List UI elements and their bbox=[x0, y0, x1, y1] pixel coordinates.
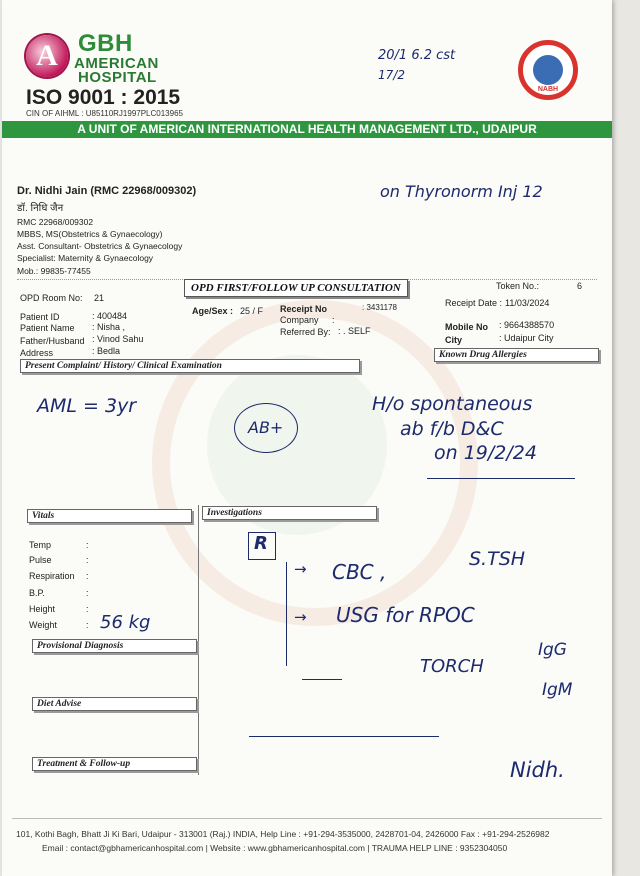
rx-icon: R bbox=[254, 533, 268, 554]
company-label: Company bbox=[280, 315, 319, 325]
footer-address: 101, Kothi Bagh, Bhatt Ji Ki Bari, Udaipur - 313001 (Raj.) INDIA, Help Line : +91-294-3535000, 2428701-04, 2426000 Fax : +91-294-2526982 bbox=[16, 829, 550, 839]
opd-room-label: OPD Room No: bbox=[20, 293, 83, 303]
city-value: Udaipur City bbox=[504, 333, 554, 343]
receipt-no-value: 3431178 bbox=[366, 303, 398, 312]
token-label: Token No.: bbox=[496, 281, 540, 291]
vitals-heading: Vitals bbox=[27, 509, 192, 523]
handwritten-history-line-3: on 19/2/24 bbox=[434, 442, 537, 464]
referred-label: Referred By: bbox=[280, 327, 331, 337]
doctor-name-hindi: डॉ. निधि जैन bbox=[17, 203, 64, 214]
handwritten-history-line-2: ab f/b D&C bbox=[400, 418, 504, 440]
handwritten-blood-group: AB+ bbox=[248, 418, 284, 437]
handwritten-history-line-1: H/o spontaneous bbox=[372, 393, 533, 415]
receipt-no-label: Receipt No bbox=[280, 304, 328, 314]
handwritten-top-note-2: 17/2 bbox=[378, 68, 405, 82]
age-label: Age/Sex : bbox=[192, 306, 234, 316]
handwritten-underline bbox=[427, 478, 575, 479]
prescription-sheet: A GBH AMERICAN HOSPITAL ISO 9001 : 2015 CIN OF AIHML : U85110RJ1997PLC013965 20/1 6.2 cst 17/2 NABH A UNIT OF AMERICAN INTERNATIONAL HEALTH MANAGEMENT LTD., UDAIPUR Dr. Nidhi Jain (RMC 22968/009302) डॉ. निधि जैन RMC 22968/009302 MBBS, MS(Obstetrics & Gynaecology) Asst. Consultant- Obstetrics & Gynaecology Specialist: Maternity & Gynaecology Mob.: 99835-77455 on Thyronorm Inj 12 OPD Room No: 21 OPD FIRST/FOLLOW UP CONSULTATION Token No.: 6 Receipt Date : 11/03/2024 Patient ID : 400484 Patient Name : Nisha , Father/Husband : Vinod Sahu Address : Bedla Age/Sex : 25 / F Receipt No : 3431178 Company : Referred By: : . SELF Mobile No : 9664388570 City : Udaipur City Present Complaint/ History/ Clinical Examination Known Drug Allergies AML = 3yr AB+ H/o spontaneous ab f/b D&C on 19/2/24 Vitals Temp : Pulse : Respiration : B.P. : Height : Weight : 56 kg Investigations R → CBC , S.TSH → USG for RPOC TORCH IgG IgM Provisional Diagnosis Diet Advise Treatment & Follow-up Nidh. 101, Kothi Bagh, Bhatt Ji Ki Bari, Udaipur - 313001 (Raj.) INDIA, Help Line : +91-294-3535000, 2428701-04, 2426000 Fax : +91-294-2526982 Email : contact@gbhamericanhospital.com | Website : www.gbhamericanhospital.com | TRAUMA HELP LINE : 9352304050 bbox=[2, 0, 612, 876]
arrow-icon: → bbox=[294, 560, 307, 578]
logo-american: AMERICAN bbox=[74, 55, 159, 72]
logo-gbh: GBH bbox=[78, 30, 133, 57]
father-label: Father/Husband bbox=[20, 336, 85, 346]
treatment-heading: Treatment & Follow-up bbox=[32, 757, 197, 771]
vital-bp: B.P. : bbox=[29, 588, 89, 598]
drug-allergies-heading: Known Drug Allergies bbox=[434, 348, 599, 362]
cin-number: CIN OF AIHML : U85110RJ1997PLC013965 bbox=[26, 109, 183, 118]
opd-room-value: 21 bbox=[94, 293, 105, 303]
footer-divider bbox=[12, 818, 602, 819]
footer-contact: Email : contact@gbhamericanhospital.com | Website : www.gbhamericanhospital.com | TRAUMA HELP LINE : 9352304050 bbox=[42, 843, 508, 853]
mobile-label: Mobile No bbox=[445, 322, 488, 332]
doctor-rmc: RMC 22968/009302 bbox=[17, 217, 94, 227]
investigations-heading: Investigations bbox=[202, 506, 377, 520]
nabh-seal-center bbox=[533, 55, 563, 85]
investigation-bracket bbox=[286, 562, 287, 666]
age-value: 25 / F bbox=[240, 306, 264, 316]
city-label: City bbox=[445, 335, 463, 345]
handwritten-investigation-torch: TORCH bbox=[420, 656, 484, 677]
patient-name-value: Nisha , bbox=[97, 322, 126, 332]
handwritten-investigation-igm: IgM bbox=[542, 680, 573, 700]
patient-id-value: 400484 bbox=[97, 311, 128, 321]
address-value: Bedla bbox=[97, 346, 121, 356]
handwritten-weight: 56 kg bbox=[100, 612, 151, 633]
doctor-position: Asst. Consultant- Obstetrics & Gynaecology bbox=[17, 241, 183, 251]
company-sep: : bbox=[332, 315, 335, 325]
consultation-title: OPD FIRST/FOLLOW UP CONSULTATION bbox=[184, 279, 408, 297]
arrow-icon-2: → bbox=[294, 608, 307, 626]
token-value: 6 bbox=[577, 281, 583, 291]
doctor-signature: Nidh. bbox=[510, 758, 565, 782]
father-value: Vinod Sahu bbox=[97, 334, 144, 344]
doctor-mobile: Mob.: 99835-77455 bbox=[17, 266, 91, 276]
handwritten-investigation-igg: IgG bbox=[538, 640, 567, 660]
nabh-label: NABH bbox=[537, 86, 559, 93]
handwritten-investigation-cbc: CBC , bbox=[332, 560, 387, 584]
handwritten-history-aml: AML = 3yr bbox=[37, 395, 137, 417]
patient-name-label: Patient Name bbox=[20, 323, 75, 333]
complaint-heading: Present Complaint/ History/ Clinical Examination bbox=[20, 359, 360, 373]
handwritten-investigation-usg: USG for RPOC bbox=[336, 603, 475, 627]
vital-respiration: Respiration : bbox=[29, 571, 89, 581]
logo-hospital: HOSPITAL bbox=[78, 69, 157, 86]
doctor-specialist: Specialist: Maternity & Gynaecology bbox=[17, 253, 154, 263]
vital-height: Height : bbox=[29, 604, 89, 614]
handwritten-investigation-tsh: S.TSH bbox=[469, 548, 526, 570]
diet-advise-heading: Diet Advise bbox=[32, 697, 197, 711]
handwritten-line bbox=[249, 736, 439, 737]
vital-temp: Temp : bbox=[29, 540, 89, 550]
handwritten-dash bbox=[302, 679, 342, 680]
unit-banner: A UNIT OF AMERICAN INTERNATIONAL HEALTH MANAGEMENT LTD., UDAIPUR bbox=[2, 121, 612, 138]
mobile-value: 9664388570 bbox=[504, 320, 555, 330]
hospital-logo-letter: A bbox=[36, 39, 58, 72]
iso-certification: ISO 9001 : 2015 bbox=[26, 86, 181, 109]
handwritten-top-note: 20/1 6.2 cst bbox=[378, 48, 456, 63]
referred-value: . SELF bbox=[343, 326, 371, 336]
receipt-date-label: Receipt Date : bbox=[445, 298, 503, 308]
handwritten-drug-note: on Thyronorm Inj 12 bbox=[380, 182, 543, 201]
address-label: Address bbox=[20, 348, 54, 358]
provisional-diagnosis-heading: Provisional Diagnosis bbox=[32, 639, 197, 653]
vital-weight: Weight : bbox=[29, 620, 89, 630]
doctor-name: Dr. Nidhi Jain (RMC 22968/009302) bbox=[17, 185, 197, 197]
receipt-date-value: 11/03/2024 bbox=[505, 298, 550, 308]
vital-pulse: Pulse : bbox=[29, 555, 89, 565]
doctor-degree: MBBS, MS(Obstetrics & Gynaecology) bbox=[17, 229, 163, 239]
column-divider bbox=[198, 505, 199, 775]
patient-id-label: Patient ID bbox=[20, 312, 60, 322]
